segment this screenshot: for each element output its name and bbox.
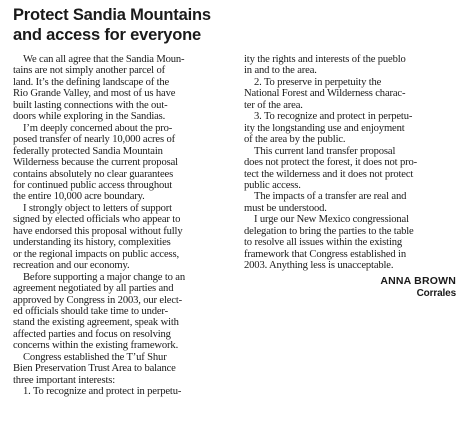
text-line: understanding its history, complexities: [13, 237, 171, 249]
text-line: posed transfer of nearly 10,000 acres of: [13, 134, 175, 146]
text-line: tect the wilderness and it does not protect: [244, 168, 414, 180]
text-line: of the area by the public.: [244, 134, 346, 146]
text-line: ity the rights and interests of the pueblo: [244, 54, 406, 65]
text-line: federally protected Sandia Mountain: [13, 145, 163, 157]
text-line: Before supporting a major change to an: [23, 271, 185, 283]
text-line: I urge our New Mexico congressional: [254, 214, 409, 226]
headline-line-1: Protect Sandia Mountains: [13, 6, 211, 24]
text-line: the entire 10,000 acre boundary.: [13, 191, 145, 203]
text-line: doors while exploring in the Sandias.: [13, 111, 166, 123]
text-line: agreement negotiated by all parties and: [13, 283, 174, 295]
text-line: Wilderness because the current proposal: [13, 157, 178, 169]
text-line: must be understood.: [244, 202, 327, 214]
text-line: National Forest and Wilderness charac-: [244, 88, 406, 100]
text-line: or the regional impacts on public access,: [13, 248, 179, 260]
text-line: We can all agree that the Sandia Moun-: [23, 54, 185, 65]
text-line: to resolve all issues within the existing: [244, 237, 403, 249]
text-line: 3. To recognize and protect in perpetu-: [254, 111, 413, 123]
text-line: concerns within the existing framework.: [13, 340, 179, 352]
text-line: I strongly object to letters of support: [23, 202, 172, 214]
text-line: for continued public access throughout: [13, 179, 173, 191]
signature-name: ANNA BROWN: [380, 274, 456, 287]
text-line: three important interests:: [13, 374, 116, 386]
text-line: signed by elected officials who appear to: [13, 214, 181, 226]
headline-line-2: and access for everyone: [13, 25, 202, 44]
text-line: ed officials should take time to under-: [13, 305, 168, 317]
text-line: recreation and our economy.: [13, 260, 130, 272]
text-line: stand the existing agreement, speak with: [13, 317, 179, 329]
text-line: Congress established the T’uf Shur: [23, 351, 167, 363]
text-line: public access.: [244, 179, 301, 191]
text-line: 2. To preserve in perpetuity the: [254, 76, 382, 88]
text-line: land. It’s the defining landscape of the: [13, 76, 170, 88]
text-line: 1. To recognize and protect in perpetu-: [23, 386, 182, 398]
text-line: does not protect the forest, it does not pro-: [244, 157, 418, 169]
text-line: delegation to bring the parties to the table: [244, 225, 414, 237]
text-line: affected parties and focus on resolving: [13, 328, 171, 340]
text-line: have endorsed this proposal without fully: [13, 225, 183, 237]
text-line: Rio Grande Valley, and most of us have: [13, 88, 176, 100]
text-line: I’m deeply concerned about the pro-: [23, 122, 173, 134]
text-line: Bien Preservation Trust Area to balance: [13, 363, 176, 375]
signature-place: Corrales: [416, 287, 456, 299]
text-line: framework that Congress established in: [244, 248, 406, 260]
headline: [13, 6, 453, 45]
text-line: tains are not simply another parcel of: [13, 65, 165, 77]
text-line: The impacts of a transfer are real and: [254, 191, 407, 203]
right-column: [244, 54, 456, 300]
text-line: 2003. Anything less is unacceptable.: [244, 260, 394, 272]
text-line: built lasting connections with the out-: [13, 99, 168, 111]
text-line: approved by Congress in 2003, our elect-: [13, 294, 183, 306]
text-line: ter of the area.: [244, 99, 303, 111]
text-line: ity the longstanding use and enjoyment: [244, 122, 405, 134]
right-column-text: [244, 54, 456, 272]
text-line: contains absolutely no clear guarantees: [13, 168, 174, 180]
text-line: in and to the area.: [244, 65, 317, 77]
text-line: This current land transfer proposal: [254, 145, 396, 157]
left-column: [13, 54, 240, 398]
